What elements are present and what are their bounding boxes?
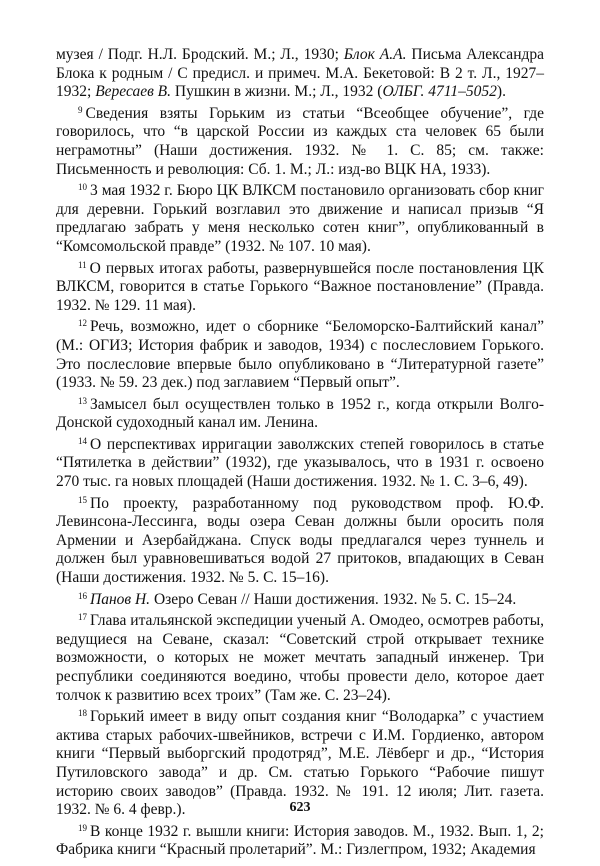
footnote-19	[56, 823, 544, 860]
continuation-paragraph	[56, 46, 544, 102]
cont-text-1: музея / Подг. Н.Л. Бродский. М.; Л., 1930;	[56, 46, 344, 63]
footnote-text: Сведения взяты Горьким из статьи “Всеобщее обучение”, где говорилось, что “в царской России из каждых ста человек 65 были неграмотны” (Наши достижения. 1932. № 1. С. 85; см. также: Письменность и революция: Сб. 1. М.; Л.: изд-во ВЦК НА, 1933).	[56, 104, 544, 178]
footnote-17	[56, 612, 544, 705]
footnote-10	[56, 182, 544, 256]
footnote-12	[56, 318, 544, 392]
footnote-11	[56, 260, 544, 316]
page-number: 623	[289, 800, 311, 815]
footnote-text: Речь, возможно, идет о сборнике “Беломорско-Балтийский канал” (М.: ОГИЗ; История фабрик и заводов, 1934) с послесловием Горького. Это послесловие впервые было опубликовано в “Литературной газете” (1933. № 59. 23 дек.) под заглавием “Первый опыт”.	[56, 318, 544, 392]
footnotes-block	[56, 46, 544, 860]
footnote-author: Панов Н.	[90, 590, 151, 608]
footnote-9	[56, 105, 544, 179]
footnote-14	[56, 436, 544, 492]
footnote-number: 18	[78, 708, 87, 719]
footnote-16	[56, 591, 544, 610]
footnote-number: 9	[78, 104, 83, 115]
footnote-number: 16	[78, 590, 87, 601]
footnote-number: 12	[78, 318, 87, 329]
footnote-text: По проекту, разработанному под руководством проф. Ю.Ф. Левинсона-Лессинга, воды озера Севан должны были оросить поля Армении и Азербайджана. Спуск воды предлагался через туннель и должен был уравновешиваться водой 27 притоков, впадающих в Севан (Наши достижения. 1932. № 5. С. 15–16).	[56, 494, 544, 587]
cont-text-4: ).	[496, 83, 506, 101]
cont-olbg-ref: ОЛБГ. 4711–5052	[382, 83, 497, 101]
footnote-text: Горький имеет в виду опыт создания книг “Володарка” с участием актива старых рабочих-швейников, встречи с И.М. Гордиенко, автором книги “Первый выборгский продотряд”, М.Е. Лёвберг и др., “История Путиловского завода” и др. См. статью Горького “Рабочие пишут историю своих заводов” (Правда. 1932. № 191. 12 июля; Лит. газета. 1932. № 6. 4 февр.).	[56, 708, 544, 819]
cont-text-3: Пушкин в жизни. М.; Л., 1932 (	[171, 83, 383, 101]
footnote-number: 11	[78, 259, 87, 270]
footnote-number: 17	[78, 612, 87, 623]
footnote-number: 14	[78, 435, 87, 446]
footnote-number: 19	[78, 822, 87, 833]
footnote-15	[56, 495, 544, 588]
footnote-text: О перспективах ирригации заволжских степей говорилось в статье “Пятилетка в действии” (1932), где указывалось, что в 1931 г. освоено 270 тыс. га новых площадей (Наши достижения. 1932. № 1. С. 3–6, 49).	[56, 435, 544, 491]
footnote-text: О первых итогах работы, развернувшейся после постановления ЦК ВЛКСМ, говорится в статье Горького “Важное постановление” (Правда. 1932. № 129. 11 мая).	[56, 259, 544, 314]
cont-author-blok: Блок А.А.	[343, 46, 407, 63]
footnote-number: 13	[78, 395, 87, 406]
footnote-text: 3 мая 1932 г. Бюро ЦК ВЛКСМ постановило организовать сбор книг для деревни. Горький возглавил это движение и написал призыв “Я предлагаю забрать у меня несколько сотен книг”, опубликованный в “Комсомольской правде” (1932. № 107. 10 мая).	[56, 182, 544, 255]
footnote-text: Глава итальянской экспедиции ученый А. Омодео, осмотрев работы, ведущиеся на Севане, сказал: “Советский строй открывает технике возможности, о которых не может мечтать западный инженер. Три республики соединяются воедино, чтобы провести дело, которое дает толчок к развитию всех троих” (Там же. С. 23–24).	[56, 612, 545, 704]
cont-author-veresaev: Вересаев В.	[95, 83, 172, 101]
footnote-number: 10	[78, 182, 87, 193]
footnote-text: Замысел был осуществлен только в 1952 г., когда открыли Волго-Донской судоходный канал им. Ленина.	[56, 395, 544, 432]
footnote-text: В конце 1932 г. вышли книги: История заводов. М., 1932. Вып. 1, 2; Фабрика книги “Красный пролетарий”. М.: Гизлегпром, 1932; Академия	[56, 822, 544, 859]
cont-text-2: Письма Александра Блока к родным / С предисл. и примеч. М.А. Бекетовой: В 2 т. Л., 1927–1932;	[56, 46, 545, 101]
footnote-number: 15	[78, 494, 87, 505]
footnote-text: Озеро Севан // Наши достижения. 1932. № 5. С. 15–24.	[150, 590, 517, 608]
footnote-13	[56, 396, 544, 433]
